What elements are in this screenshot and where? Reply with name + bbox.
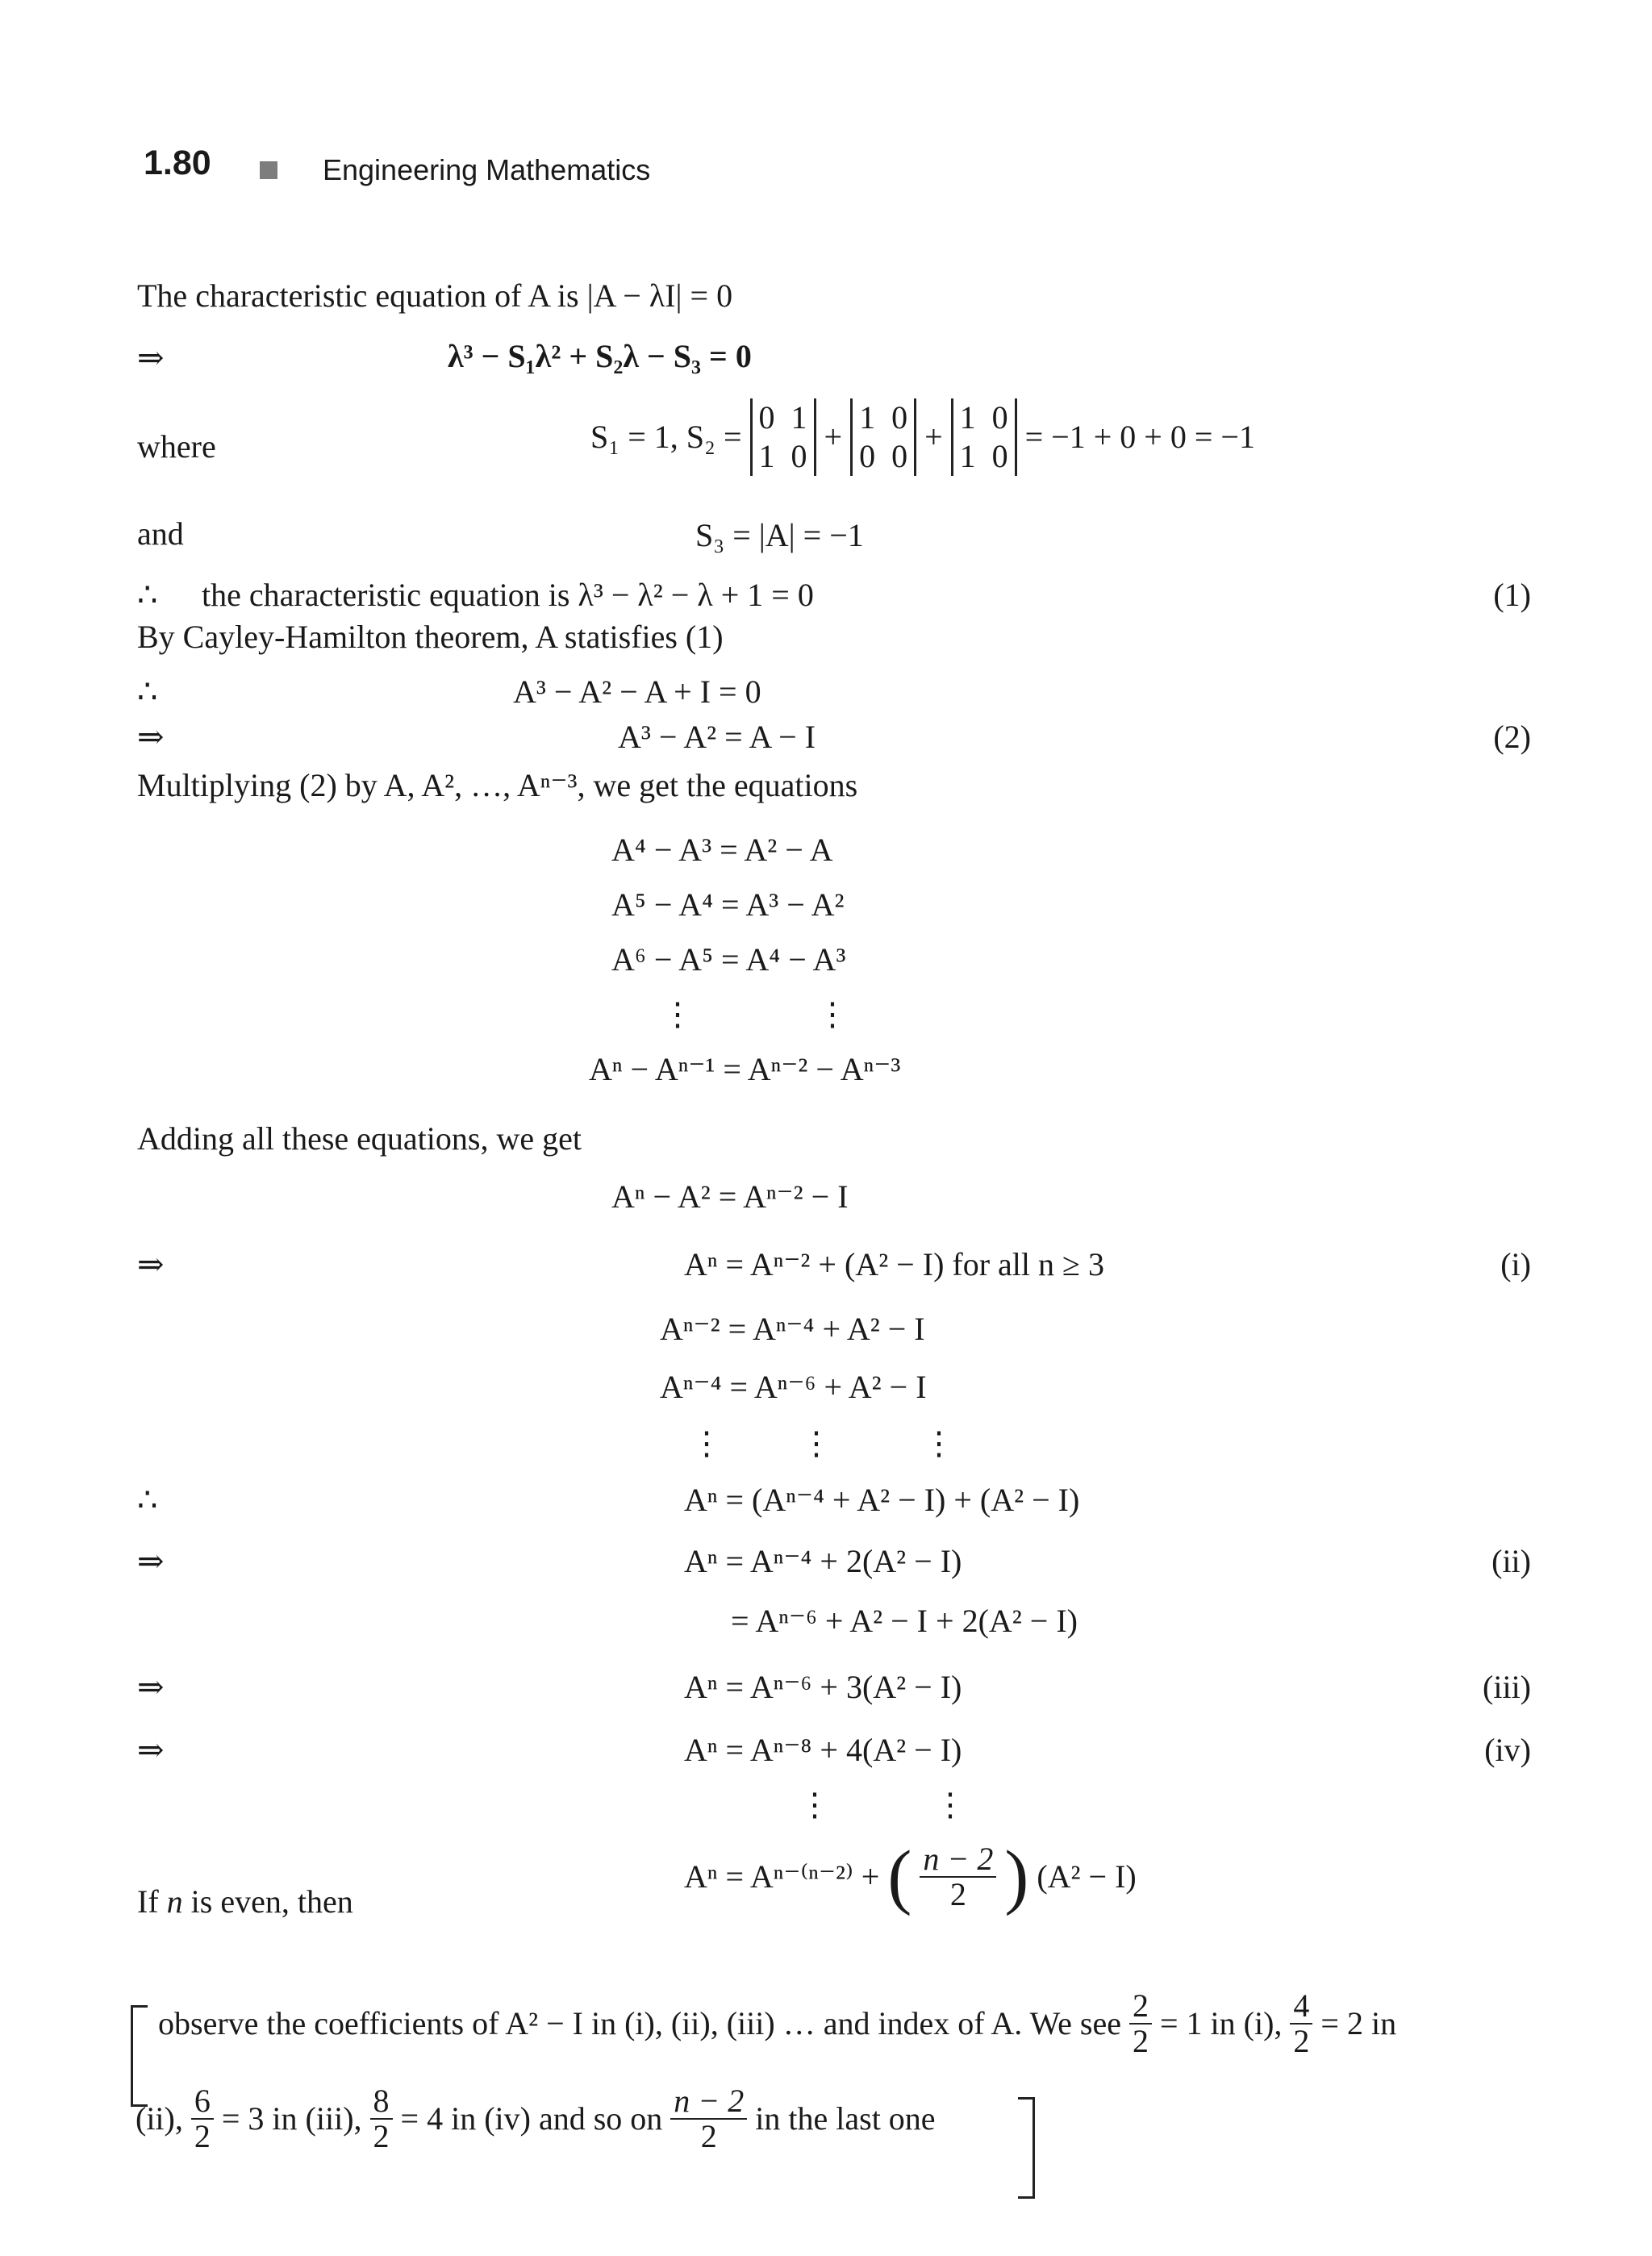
fraction-4-over-2: [1290, 1989, 1312, 2058]
vertical-dots-icon: ⋮: [661, 996, 694, 1032]
bracket-close: [1018, 2097, 1035, 2199]
sum-eq-5: Aⁿ = (Aⁿ⁻⁴ + A² − I) + (A² − I): [684, 1482, 1080, 1518]
char-eq-result: the characteristic equation is λ³ − λ² − λ + 1 = 0: [202, 577, 814, 613]
frac-den: 2: [1293, 2023, 1310, 2059]
observe-res-3: = 3 in (iii),: [221, 2100, 362, 2137]
mult-eq-3: A⁶ − A⁵ = A⁴ − A³: [611, 941, 846, 978]
plus-sign: +: [924, 419, 943, 455]
vertical-dots-icon: ⋮: [800, 1425, 832, 1462]
frac-num: 4: [1290, 1989, 1312, 2025]
equation-tag-iii: (iii): [1483, 1669, 1531, 1705]
and-label: and: [137, 515, 184, 552]
det1-row1: 0 1: [758, 399, 807, 436]
vertical-dots-icon: ⋮: [690, 1425, 723, 1462]
therefore-symbol: ∴: [137, 577, 158, 613]
equation-tag-1: (1): [1493, 577, 1531, 613]
final-frac-num: n − 2: [920, 1842, 996, 1878]
mult-eq-n: Aⁿ − Aⁿ⁻¹ = Aⁿ⁻² − Aⁿ⁻³: [589, 1051, 901, 1087]
book-title: Engineering Mathematics: [323, 153, 651, 186]
s3-value: S₃ = |A| = −1: [695, 517, 864, 553]
implies-symbol: ⇒: [137, 1246, 165, 1282]
frac-num: 2: [1129, 1989, 1152, 2025]
mult-eq-1: A⁴ − A³ = A² − A: [611, 832, 833, 868]
sum-eq-3: Aⁿ⁻² = Aⁿ⁻⁴ + A² − I: [660, 1311, 925, 1347]
vertical-dots-icon: ⋮: [934, 1787, 966, 1823]
frac-den: 2: [700, 2118, 717, 2154]
if-even-label: If n is even, then: [137, 1883, 353, 1920]
observe-res-1: = 1 in (i),: [1159, 2005, 1283, 2041]
sum-eq-2: Aⁿ = Aⁿ⁻² + (A² − I) for all n ≥ 3: [684, 1246, 1104, 1282]
determinant-2: [850, 398, 916, 476]
observe-pre-2: (ii),: [136, 2100, 183, 2137]
det2-row2: 0 0: [859, 438, 908, 474]
equation-tag-ii: (ii): [1491, 1543, 1531, 1579]
where-label: where: [137, 428, 216, 465]
fraction-8-over-2: [370, 2084, 393, 2154]
sum-eq-7: = Aⁿ⁻⁶ + A² − I + 2(A² − I): [731, 1603, 1078, 1639]
fraction-6-over-2: [191, 2084, 214, 2154]
s1-s2-label: S₁ = 1, S₂ =: [590, 419, 742, 455]
implies-symbol: ⇒: [137, 340, 165, 376]
final-formula: [684, 1837, 1137, 1916]
implies-symbol: ⇒: [137, 719, 165, 755]
right-paren: ): [1004, 1837, 1029, 1916]
sum-eq-1: Aⁿ − A² = Aⁿ⁻² − I: [611, 1178, 849, 1215]
left-paren: (: [887, 1837, 912, 1916]
determinant-3: [951, 398, 1017, 476]
implies-symbol: ⇒: [137, 1543, 165, 1579]
cayley-hamilton-line: By Cayley-Hamilton theorem, A statisfies (1): [137, 619, 724, 655]
plus-sign: +: [824, 419, 843, 455]
implies-symbol: ⇒: [137, 1732, 165, 1768]
implies-symbol: ⇒: [137, 1669, 165, 1705]
mult-eq-2: A⁵ − A⁴ = A³ − A²: [611, 886, 845, 923]
det3-row2: 1 0: [959, 438, 1008, 474]
equation-2: A³ − A² = A − I: [618, 719, 816, 755]
therefore-symbol: ∴: [137, 673, 158, 710]
frac-num: 6: [191, 2084, 214, 2120]
det3-row1: 1 0: [959, 399, 1008, 436]
det2-row1: 1 0: [859, 399, 908, 436]
page-header: [144, 144, 211, 183]
vertical-dots-icon: ⋮: [816, 996, 849, 1032]
observe-res-5: in the last one: [755, 2100, 936, 2137]
char-eq-intro: The characteristic equation of A is |A − λI| = 0: [137, 277, 733, 314]
observe-res-2: = 2 in: [1320, 2005, 1397, 2041]
fraction-n-minus-2-over-2: [670, 2084, 747, 2154]
frac-den: 2: [373, 2118, 390, 2154]
equation-tag-iv: (iv): [1484, 1732, 1531, 1768]
observe-line-2: [136, 2084, 936, 2154]
therefore-symbol: ∴: [137, 1482, 158, 1518]
equation-tag-i: (i): [1500, 1246, 1531, 1282]
det1-row2: 1 0: [758, 438, 807, 474]
observe-text-1: observe the coefficients of A² − I in (i), (ii), (iii) … and index of A. We see: [158, 2005, 1121, 2041]
sum-eq-9: Aⁿ = Aⁿ⁻⁸ + 4(A² − I): [684, 1732, 962, 1768]
frac-num: n − 2: [670, 2084, 747, 2120]
frac-den: 2: [1132, 2023, 1149, 2059]
fraction-2-over-2: [1129, 1989, 1152, 2058]
multiplying-line: Multiplying (2) by A, A², …, Aⁿ⁻³, we get the equations: [137, 767, 858, 803]
cubic-in-a: A³ − A² − A + I = 0: [513, 673, 761, 710]
final-lhs: Aⁿ = Aⁿ⁻⁽ⁿ⁻²⁾ +: [684, 1858, 880, 1895]
header-square-icon: [260, 161, 277, 179]
observe-res-4: = 4 in (iv) and so on: [400, 2100, 663, 2137]
observe-line-1: [158, 1989, 1396, 2058]
final-fraction: [920, 1842, 996, 1912]
vertical-dots-icon: ⋮: [799, 1787, 831, 1823]
equation-tag-2: (2): [1493, 719, 1531, 755]
frac-den: 2: [194, 2118, 211, 2154]
vertical-dots-icon: ⋮: [923, 1425, 955, 1462]
sum-eq-6: Aⁿ = Aⁿ⁻⁴ + 2(A² − I): [684, 1543, 962, 1579]
adding-line: Adding all these equations, we get: [137, 1120, 582, 1157]
final-frac-den: 2: [949, 1876, 966, 1912]
s2-result: = −1 + 0 + 0 = −1: [1024, 419, 1255, 455]
s-values-row: [590, 398, 1255, 476]
final-rhs: (A² − I): [1037, 1858, 1137, 1895]
cubic-general: λ³ − S₁λ² + S₂λ − S₃ = 0: [448, 338, 752, 374]
determinant-1: [750, 398, 816, 476]
sum-eq-8: Aⁿ = Aⁿ⁻⁶ + 3(A² − I): [684, 1669, 962, 1705]
sum-eq-4: Aⁿ⁻⁴ = Aⁿ⁻⁶ + A² − I: [660, 1369, 927, 1405]
frac-num: 8: [370, 2084, 393, 2120]
page-number: 1.80: [144, 144, 211, 182]
